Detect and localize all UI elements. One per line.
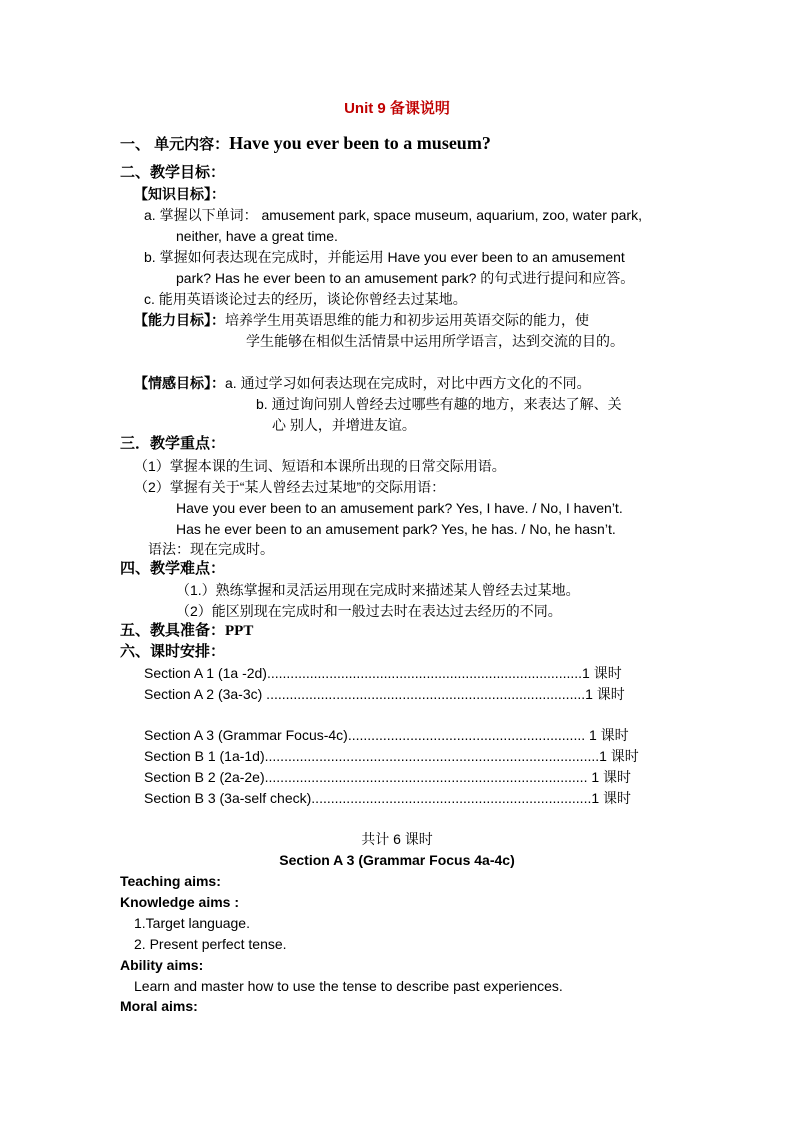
- schedule-row: Section B 1 (1a-1d)......................................................................................1 课时: [144, 748, 639, 764]
- knowledge-aim-1: 1.Target language.: [134, 915, 250, 931]
- schedule-row: Section A 3 (Grammar Focus-4c)............................................................. 1 课时: [144, 727, 629, 743]
- schedule-row: Section A 1 (1a -2d).................................................................................1 课时: [144, 665, 622, 681]
- knowledge-item-b-line1: b. 掌握如何表达现在完成时，并能运用 Have you ever been to an amusement: [144, 249, 625, 265]
- emotion-item-b-line1: b. 通过询问别人曾经去过哪些有趣的地方，来表达了解、关: [256, 396, 622, 412]
- section-1-label: 一、 单元内容：: [120, 136, 230, 153]
- section-5-heading: [120, 622, 253, 640]
- knowledge-item-b-line2: park? Has he ever been to an amusement park? 的句式进行提问和应答。: [176, 270, 635, 286]
- section-5-value: PPT: [225, 623, 254, 639]
- ability-objective-line1: 培养学生用英语思维的能力和初步运用英语交际的能力，使: [225, 312, 589, 328]
- section-6-heading: 六、课时安排：: [120, 643, 226, 660]
- knowledge-aim-2: 2. Present perfect tense.: [134, 936, 287, 952]
- knowledge-aims-label: Knowledge aims :: [120, 894, 240, 910]
- key-point-example-2: Has he ever been to an amusement park? Yes, he has. / No, he hasn’t.: [176, 521, 616, 537]
- emotion-item-a: a. 通过学习如何表达现在完成时，对比中西方文化的不同。: [225, 375, 591, 391]
- moral-aims-label: Moral aims:: [120, 998, 198, 1014]
- knowledge-objective-label: 【知识目标】：: [134, 186, 225, 202]
- emotion-objective-label: 【情感目标】：: [134, 375, 225, 391]
- schedule-row: Section B 2 (2a-2e)................................................................................... 1 课时: [144, 769, 632, 785]
- emotion-objective-row: [134, 374, 591, 392]
- emotion-item-b-line2: 心 别人，并增进友谊。: [272, 417, 416, 433]
- key-point-example-1: Have you ever been to an amusement park? Yes, I have. / No, I haven’t.: [176, 500, 623, 516]
- ability-objective-label: 【能力目标】：: [134, 312, 225, 328]
- ability-objective-line2: 学生能够在相似生活情景中运用所学语言，达到交流的目的。: [246, 333, 624, 349]
- ability-aims-text: Learn and master how to use the tense to describe past experiences.: [134, 978, 563, 994]
- section-3-heading: 三．教学重点：: [120, 435, 226, 452]
- key-point-grammar: 语法：现在完成时。: [148, 541, 274, 557]
- section-4-heading: 四、教学难点：: [120, 560, 226, 577]
- difficulty-1: （1.）熟练掌握和灵活运用现在完成时来描述某人曾经去过某地。: [176, 582, 580, 598]
- difficulty-2: （2）能区别现在完成时和一般过去时在表达过去经历的不同。: [176, 603, 562, 619]
- knowledge-item-c: c. 能用英语谈论过去的经历，谈论你曾经去过某地。: [144, 291, 467, 307]
- schedule-total: 共计 6 课时: [361, 831, 433, 847]
- schedule-row: Section A 2 (3a-3c) ..................................................................................1 课时: [144, 686, 625, 702]
- document-title: Unit 9 备课说明: [344, 100, 450, 117]
- knowledge-item-a-line1: a. 掌握以下单词： amusement park, space museum, aquarium, zoo, water park,: [144, 207, 642, 223]
- section-5-label: 五、教具准备：: [120, 622, 226, 639]
- ability-aims-label: Ability aims:: [120, 957, 204, 973]
- key-point-2: （2）掌握有关于“某人曾经去过某地”的交际用语：: [134, 479, 446, 495]
- key-point-1: （1）掌握本课的生词、短语和本课所出现的日常交际用语。: [134, 458, 506, 474]
- section-2-heading: 二、教学目标：: [120, 164, 226, 181]
- schedule-row: Section B 3 (3a-self check)........................................................................1 课时: [144, 790, 632, 806]
- knowledge-item-a-line2: neither, have a great time.: [176, 228, 338, 244]
- ability-objective-row: [134, 311, 589, 329]
- section-1-heading: [120, 134, 491, 154]
- section-1-text: Have you ever been to a museum?: [229, 133, 491, 153]
- teaching-aims-label: Teaching aims:: [120, 873, 221, 889]
- lesson-title: Section A 3 (Grammar Focus 4a-4c): [279, 852, 515, 868]
